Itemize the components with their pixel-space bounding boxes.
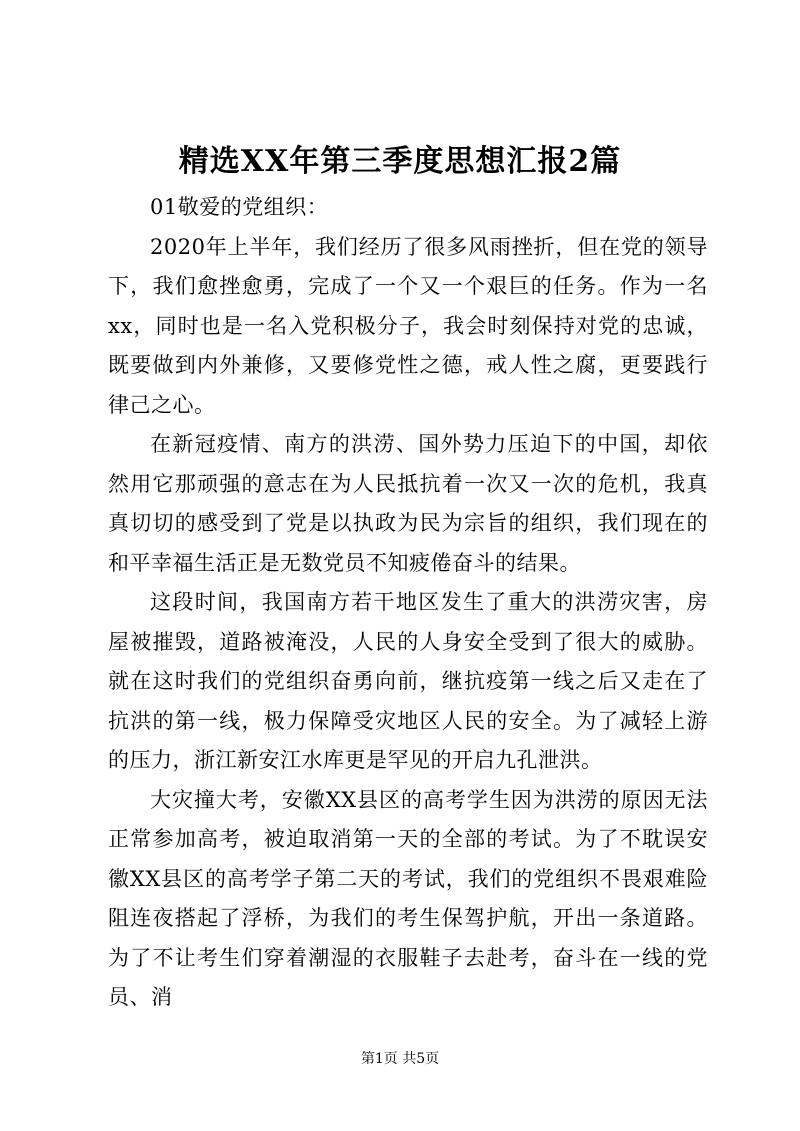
page-footer: 第1页 共5页	[360, 1051, 440, 1067]
salutation-paragraph: 01敬爱的党组织：	[150, 195, 329, 219]
document-title: 精选XX年第三季度思想汇报2篇	[178, 144, 622, 179]
body-paragraph: 大灾撞大考，安徽XX县区的高考学生因为洪涝的原因无法正常参加高考，被迫取消第一天的全部的考试。为了不耽误安徽XX县区的高考学子第二天的考试，我们的党组织不畏艰难险阻连夜搭起了浮桥，为我们的考生保驾护航，开出一条道路。为了不让考生们穿着潮湿的衣服鞋子去赴考，奋斗在一线的党员、消	[108, 787, 708, 1009]
body-paragraph: 这段时间，我国南方若干地区发生了重大的洪涝灾害，房屋被摧毁，道路被淹没，人民的人身安全受到了很大的威胁。就在这时我们的党组织奋勇向前，继抗疫第一线之后又走在了抗洪的第一线，极力保障受灾地区人民的安全。为了减轻上游的压力，浙江新安江水库更是罕见的开启九孔泄洪。	[108, 590, 708, 772]
document-body	[108, 188, 708, 1018]
body-paragraph: 在新冠疫情、南方的洪涝、国外势力压迫下的中国，却依然用它那顽强的意志在为人民抵抗着一次又一次的危机，我真真切切的感受到了党是以执政为民为宗旨的组织，我们现在的和平幸福生活正是无数党员不知疲倦奋斗的结果。	[108, 432, 708, 575]
body-paragraph: 2020年上半年，我们经历了很多风雨挫折，但在党的领导下，我们愈挫愈勇，完成了一个又一个艰巨的任务。作为一名xx，同时也是一名入党积极分子，我会时刻保持对党的忠诚，既要做到内外兼修，又要修党性之德，戒人性之腐，更要践行律己之心。	[108, 234, 708, 417]
